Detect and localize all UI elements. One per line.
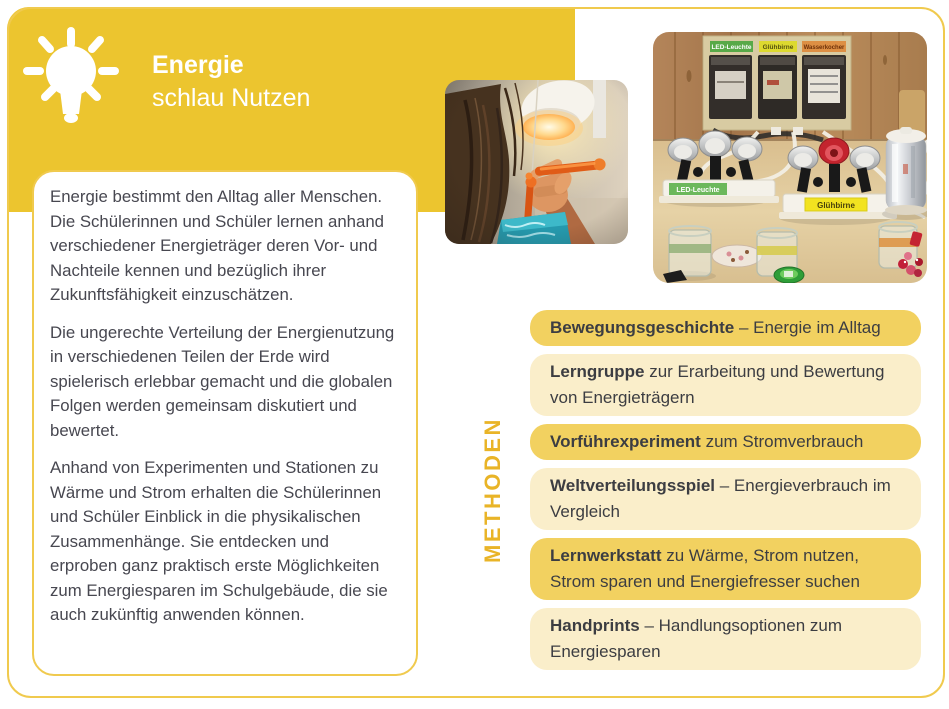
method-list [530, 310, 921, 670]
method-item [530, 608, 921, 670]
lightbulb-icon [22, 26, 120, 136]
intro-paragraph: Die ungerechte Verteilung der Energienutzung in verschiedenen Teilen der Erde wird spielerisch erlebbar gemacht und die globalen Folgen werden gemeinsam diskutiert und bewertet. [50, 322, 395, 440]
intro-paragraph: Energie bestimmt den Alltag aller Menschen. Die Schülerinnen und Schüler lernen anhand verschiedener Energieträger deren Vor- und Nachteile kennen und bezüglich ihrer Zukunftsfähigkeit einzuschätzen. [50, 187, 384, 304]
electric-kettle [882, 127, 927, 220]
photo-experiment-station [653, 32, 927, 283]
method-item [530, 424, 921, 460]
method-item-text: – Handlungsoptionen zum Energiesparen [550, 616, 842, 661]
page-title [152, 49, 310, 115]
svg-text:LED-Leuchte: LED-Leuchte [711, 44, 752, 51]
method-item [530, 354, 921, 416]
method-item-lead: Weltverteilungsspiel [550, 476, 716, 495]
method-item-lead: Vorführexperiment [550, 432, 701, 451]
method-item [530, 310, 921, 346]
method-item-lead: Lernwerkstatt [550, 546, 662, 565]
photo-child-lamp [445, 80, 628, 244]
intro-paragraph: Anhand von Experimenten und Stationen zu Wärme und Strom erhalten die Schülerinnen und Schüler Einblick in die physikalischen Zusammenhänge. Sie entdecken und erproben ganz praktisch erste Möglichkeiten zum Energiesparen im Schulgebäude, die sie auch zukünftig anwenden können. [50, 458, 388, 624]
method-item [530, 538, 921, 600]
svg-text:Glühbirne: Glühbirne [762, 44, 794, 51]
method-item-text: – Energieverbrauch im Vergleich [550, 476, 891, 521]
meter-board [703, 36, 851, 140]
electric-meters [709, 55, 846, 119]
method-item-text: – Energie im Alltag [738, 318, 881, 337]
svg-text:Wasserkocher: Wasserkocher [803, 45, 845, 51]
bulb-body [46, 46, 96, 123]
method-item-lead: Bewegungsgeschichte [550, 318, 735, 337]
title-line-2: schlau Nutzen [152, 84, 311, 112]
methoden-label: METHODEN [480, 417, 505, 563]
method-item-text: zum Stromverbrauch [705, 432, 864, 451]
method-item-lead: Handprints [550, 616, 640, 635]
method-item-lead: Lerngruppe [550, 362, 645, 381]
svg-text:Glühbirne: Glühbirne [817, 201, 855, 210]
method-item [530, 468, 921, 530]
method-item-text: zu Wärme, Strom nutzen, Strom sparen und Energiefresser suchen [550, 546, 860, 591]
svg-text:LED-Leuchte: LED-Leuchte [676, 187, 720, 194]
intro-card [32, 170, 418, 676]
title-line-1: Energie [152, 51, 244, 79]
method-item-text: zur Erarbeitung und Bewertung von Energieträgern [550, 362, 885, 407]
